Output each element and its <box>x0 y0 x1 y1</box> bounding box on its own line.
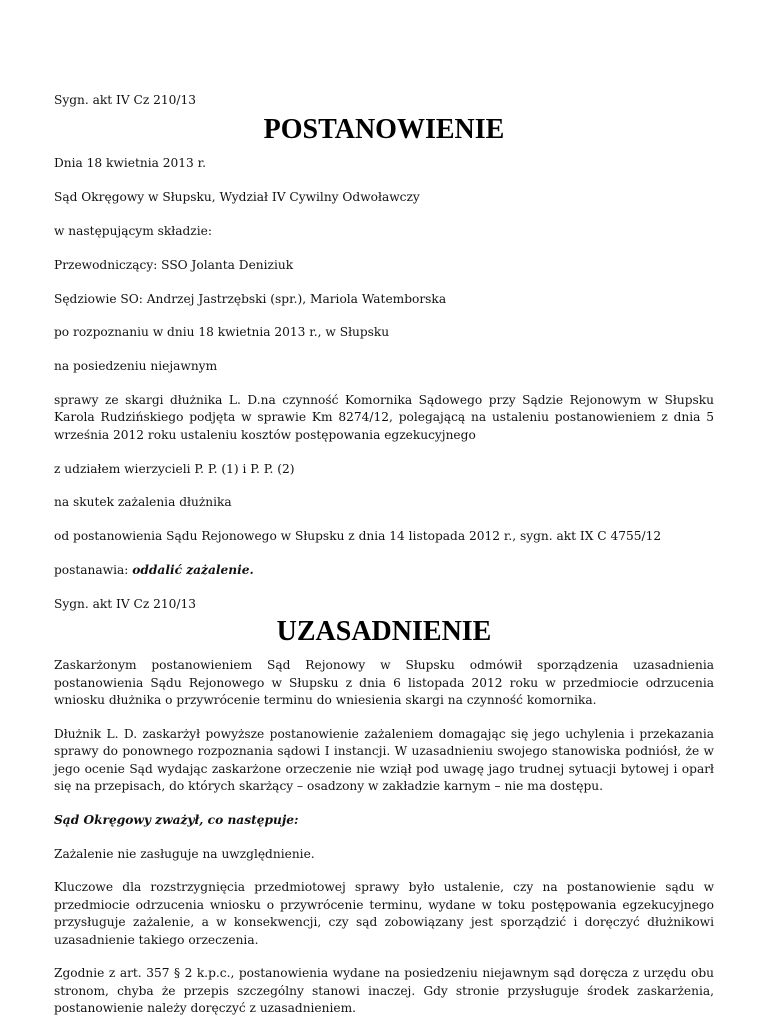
justification-paragraph-2: Dłużnik L. D. zaskarżył powyższe postanowienie zażaleniem domagając się jego uchylenia i przekazania sprawy do ponownego rozpoznania sądowi I instancji. W uzasadnieniu swojego stanowiska podniósł, że w jego ocenie Sąd wydając zaskarżone orzeczenie nie wziął pod uwagę jago trudnej sytuacji bytowej i oparł się na przepisach, do których skarżący – osadzony w zakładzie karnym – nie ma dostępu. <box>54 726 714 794</box>
session-type: na posiedzeniu niejawnym <box>54 359 218 374</box>
justification-paragraph-4: Kluczowe dla rozstrzygnięcia przedmiotowej sprawy było ustalenie, czy na postanowienie sądu w przedmiocie odrzucenia wniosku o przywrócenie terminu, wydane w toku postępowania egzekucyjnego przysługuje zażalenie, a w konsekwencji, czy sąd zobowiązany jest sporządzić i doręczyć dłużnikowi uzasadnienie takiego orzeczenia. <box>54 880 714 947</box>
ruling-prefix: postanawia: <box>54 562 133 577</box>
chair-judge: Przewodniczący: SSO Jolanta Deniziuk <box>54 257 294 272</box>
decision-date: Dnia 18 kwietnia 2013 r. <box>54 156 207 171</box>
court-name: Sąd Okręgowy w Słupsku, Wydział IV Cywilny Odwoławczy <box>54 190 420 205</box>
appealed-decision: od postanowienia Sądu Rejonowego w Słupsku z dnia 14 listopada 2012 r., sygn. akt IX C 4755/12 <box>54 529 662 544</box>
justification-heading: Sąd Okręgowy zważył, co następuje: <box>54 812 299 827</box>
justification-title: UZASADNIENIE <box>276 616 492 648</box>
composition-intro: w następującym składzie: <box>54 224 212 238</box>
panel-judges: Sędziowie SO: Andrzej Jastrzębski (spr.), Mariola Watemborska <box>54 291 447 306</box>
document-page <box>54 0 714 1034</box>
justification-signature: Sygn. akt IV Cz 210/13 <box>54 596 197 611</box>
justification-paragraph-1: Zaskarżonym postanowieniem Sąd Rejonowy w Słupsku odmówił sporządzenia uzasadnienia postanowienia Sądu Rejonowego w Słupsku z dnia 6 listopada 2012 roku w przedmiocie odrzucenia wniosku dłużnika o przywrócenie terminu do wniesienia skargi na czynność komornika. <box>54 658 714 707</box>
case-signature: Sygn. akt IV Cz 210/13 <box>54 93 197 107</box>
decision-title: POSTANOWIENIE <box>263 114 505 146</box>
participants: z udziałem wierzycieli P. P. (1) i P. P. (2) <box>54 461 295 476</box>
ruling <box>54 562 714 579</box>
case-description: sprawy ze skargi dłużnika L. D.na czynność Komornika Sądowego przy Sądzie Rejonowym w Słupsku Karola Rudzińskiego podjęta w sprawie Km 8274/12, polegającą na ustaleniu postanowieniem z dnia 5 września 2012 roku ustaleniu kosztów postępowania egzekucyjnego <box>54 392 714 442</box>
appeal-basis: na skutek zażalenia dłużnika <box>54 495 232 510</box>
ruling-text: oddalić zażalenie. <box>132 562 254 577</box>
hearing-info: po rozpoznaniu w dniu 18 kwietnia 2013 r., w Słupsku <box>54 325 390 340</box>
justification-paragraph-5: Zgodnie z art. 357 § 2 k.p.c., postanowienia wydane na posiedzeniu niejawnym sąd doręcza z urzędu obu stronom, chyba że przepis szczególny stanowi inaczej. Gdy stronie przysługuje środek zaskarżenia, postanowienie należy doręczyć z uzasadnieniem. <box>54 966 714 1016</box>
justification-paragraph-3: Zażalenie nie zasługuje na uwzględnienie. <box>54 846 315 861</box>
